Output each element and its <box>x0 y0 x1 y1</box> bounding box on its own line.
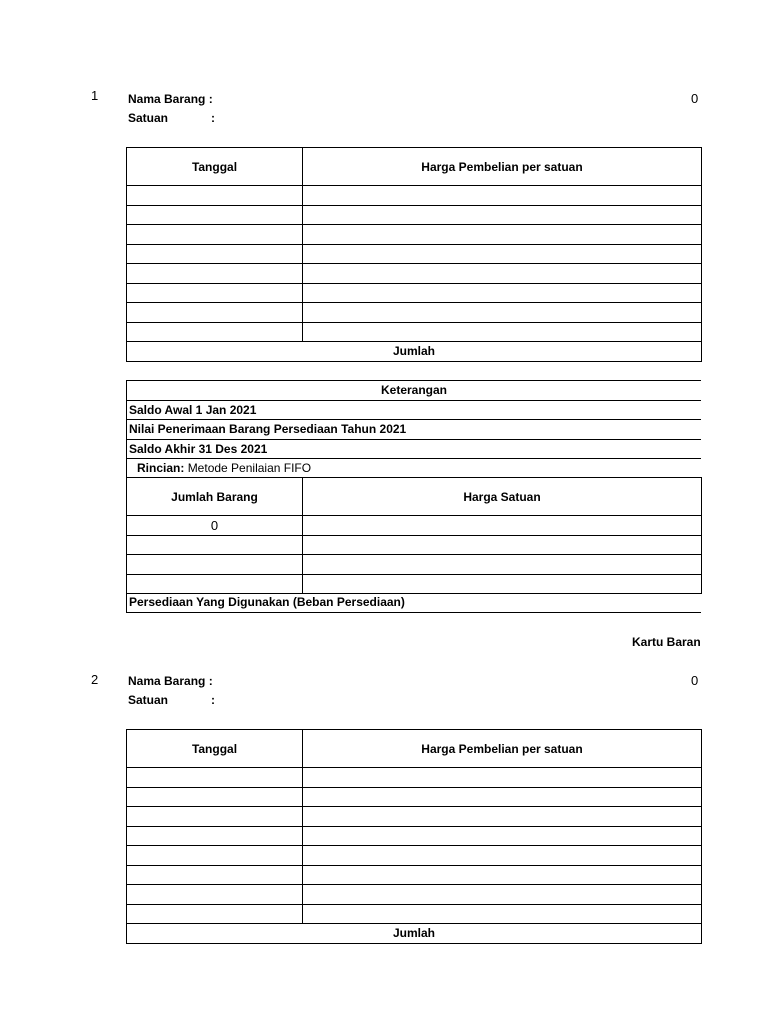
rincian <box>127 458 701 478</box>
table-row <box>127 186 702 206</box>
saldo-akhir: Saldo Akhir 31 Des 2021 <box>127 439 701 459</box>
col-harga-satuan: Harga Satuan <box>303 478 702 516</box>
table-row <box>127 807 702 827</box>
satuan-label: Satuan <box>128 693 169 707</box>
section-number: 1 <box>91 88 99 103</box>
table-row <box>127 787 702 807</box>
nilai-penerimaan: Nilai Penerimaan Barang Persediaan Tahun 2021 <box>127 419 701 439</box>
table-footer-jumlah: Jumlah <box>127 342 702 362</box>
col-jumlah-barang: Jumlah Barang <box>127 478 303 516</box>
rincian-label: Rincian: <box>137 461 185 475</box>
table-row <box>127 846 702 866</box>
table-row <box>127 574 702 594</box>
table-row <box>127 555 702 575</box>
col-harga: Harga Pembelian per satuan <box>303 730 702 768</box>
persediaan-digunakan: Persediaan Yang Digunakan (Beban Persediaan) <box>127 593 701 613</box>
kartu-label: Kartu Baran <box>632 635 701 649</box>
satuan-colon: : <box>211 693 215 707</box>
section-value: 0 <box>691 673 699 688</box>
section-value: 0 <box>691 91 699 106</box>
col-tanggal: Tanggal <box>127 148 303 186</box>
table-row <box>127 865 702 885</box>
table-row <box>127 904 702 924</box>
fifo-table <box>126 477 702 594</box>
satuan-colon: : <box>211 111 215 125</box>
table-row <box>127 826 702 846</box>
table-row <box>127 516 702 536</box>
table-row <box>127 885 702 905</box>
col-tanggal: Tanggal <box>127 730 303 768</box>
saldo-awal: Saldo Awal 1 Jan 2021 <box>127 400 701 420</box>
table-row <box>127 322 702 342</box>
table-row <box>127 303 702 323</box>
satuan-label: Satuan <box>128 111 169 125</box>
purchase-table <box>126 729 702 944</box>
table-footer-jumlah: Jumlah <box>127 924 702 944</box>
section-number: 2 <box>91 672 99 687</box>
rincian-value: Metode Penilaian FIFO <box>187 461 312 475</box>
table-row <box>127 244 702 264</box>
table-row <box>127 768 702 788</box>
keterangan-block <box>126 380 701 478</box>
table-row <box>127 535 702 555</box>
table-row <box>127 283 702 303</box>
col-harga: Harga Pembelian per satuan <box>303 148 702 186</box>
nama-barang-label: Nama Barang : <box>128 674 213 688</box>
nama-barang-label: Nama Barang : <box>128 92 213 106</box>
table-row <box>127 205 702 225</box>
table-row <box>127 264 702 284</box>
keterangan-title: Keterangan <box>127 380 701 400</box>
jumlah-barang-value: 0 <box>127 516 303 536</box>
table-row <box>127 225 702 245</box>
persediaan-block <box>126 593 701 613</box>
purchase-table <box>126 147 702 362</box>
